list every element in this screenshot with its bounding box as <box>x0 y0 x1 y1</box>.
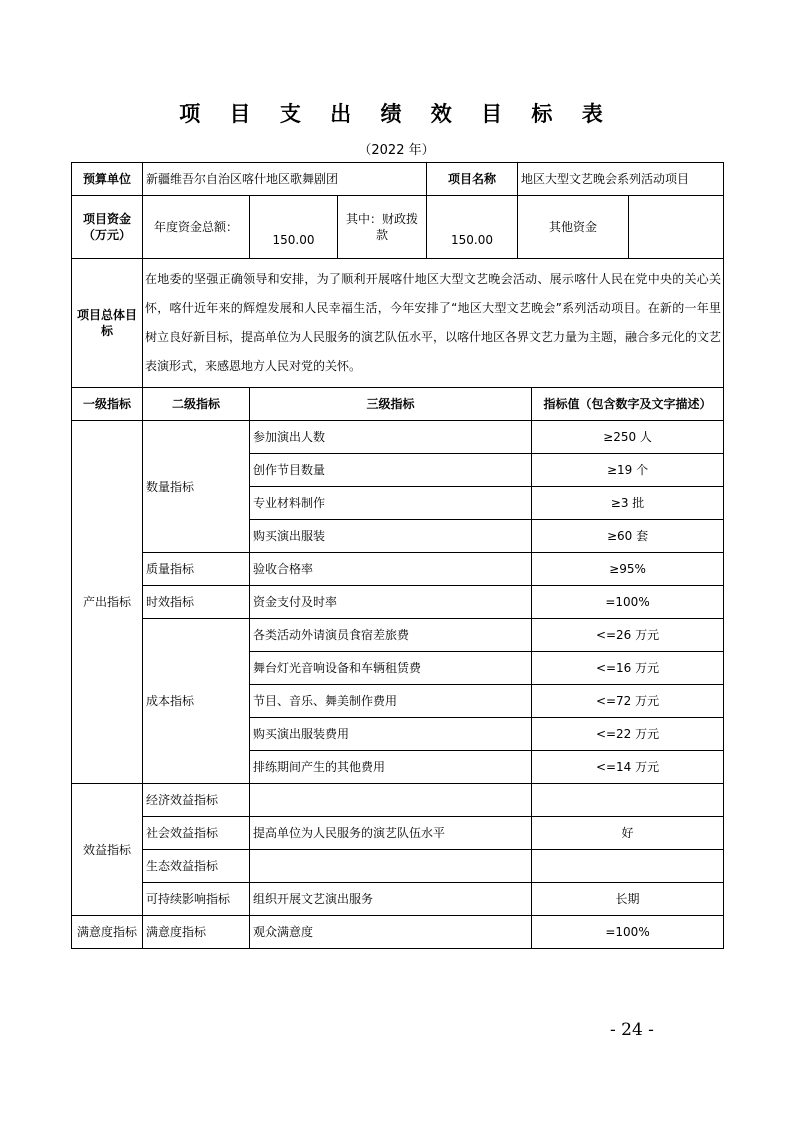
indicator-name: 参加演出人数 <box>250 421 532 454</box>
indicator-value <box>532 784 724 817</box>
header-level3: 三级指标 <box>250 388 532 421</box>
table-row <box>72 784 724 817</box>
group-benefit: 效益指标 <box>72 784 143 916</box>
indicator-value: =100% <box>532 916 724 949</box>
project-name-value: 地区大型文艺晚会系列活动项目 <box>518 163 724 196</box>
table-row <box>72 586 724 619</box>
sub-timeliness: 时效指标 <box>143 586 250 619</box>
sub-sustainable: 可持续影响指标 <box>143 883 250 916</box>
indicator-name: 购买演出服装 <box>250 520 532 553</box>
fiscal-value: 150.00 <box>427 196 518 259</box>
table-row <box>72 916 724 949</box>
indicator-name: 观众满意度 <box>250 916 532 949</box>
project-name-label: 项目名称 <box>427 163 518 196</box>
funds-row <box>72 196 724 259</box>
indicator-value: <=22 万元 <box>532 718 724 751</box>
header-row <box>72 388 724 421</box>
annual-total-value: 150.00 <box>250 196 338 259</box>
indicator-name <box>250 850 532 883</box>
indicator-name: 创作节目数量 <box>250 454 532 487</box>
other-funds-value <box>629 196 724 259</box>
indicator-value: <=26 万元 <box>532 619 724 652</box>
indicator-name: 节目、音乐、舞美制作费用 <box>250 685 532 718</box>
fiscal-label: 其中：财政拨款 <box>338 196 427 259</box>
performance-target-table <box>71 162 724 949</box>
year-label: （2022 年） <box>358 143 435 158</box>
goal-text: 在地委的坚强正确领导和安排，为了顺利开展喀什地区大型文艺晚会活动、展示喀什人民在党中央的关心关怀，喀什近年来的辉煌发展和人民幸福生活，今年安排了“地区大型文艺晚会”系列活动项目。在新的一年里树立良好新目标，提高单位为人民服务的演艺队伍水平，以喀什地区各界文艺力量为主题，融合多元化的文艺表演形式，来感恩地方人民对党的关怀。 <box>143 259 724 388</box>
funds-label: 项目资金（万元） <box>72 196 143 259</box>
indicator-value: =100% <box>532 586 724 619</box>
indicator-name: 舞台灯光音响设备和车辆租赁费 <box>250 652 532 685</box>
indicator-name: 排练期间产生的其他费用 <box>250 751 532 784</box>
sub-quantity: 数量指标 <box>143 421 250 553</box>
indicator-name: 资金支付及时率 <box>250 586 532 619</box>
sub-economic: 经济效益指标 <box>143 784 250 817</box>
indicator-name <box>250 784 532 817</box>
indicator-value: ≥250 人 <box>532 421 724 454</box>
table-row <box>72 883 724 916</box>
indicator-value: 长期 <box>532 883 724 916</box>
indicator-value: ≥60 套 <box>532 520 724 553</box>
sub-social: 社会效益指标 <box>143 817 250 850</box>
budget-unit-value: 新疆维吾尔自治区喀什地区歌舞剧团 <box>143 163 427 196</box>
indicator-value: ≥3 批 <box>532 487 724 520</box>
indicator-name: 各类活动外请演员食宿差旅费 <box>250 619 532 652</box>
indicator-name: 验收合格率 <box>250 553 532 586</box>
indicator-name: 提高单位为人民服务的演艺队伍水平 <box>250 817 532 850</box>
goal-label: 项目总体目标 <box>72 259 143 388</box>
table-row <box>72 619 724 652</box>
table-row <box>72 850 724 883</box>
indicator-value: ≥19 个 <box>532 454 724 487</box>
table-row <box>72 817 724 850</box>
indicator-value: <=16 万元 <box>532 652 724 685</box>
other-funds-label: 其他资金 <box>518 196 629 259</box>
header-level1: 一级指标 <box>72 388 143 421</box>
goal-row <box>72 259 724 388</box>
table-row <box>72 553 724 586</box>
indicator-name: 组织开展文艺演出服务 <box>250 883 532 916</box>
sub-ecological: 生态效益指标 <box>143 850 250 883</box>
group-satisfaction: 满意度指标 <box>72 916 143 949</box>
sub-satisfaction: 满意度指标 <box>143 916 250 949</box>
indicator-value: <=72 万元 <box>532 685 724 718</box>
indicator-value: 好 <box>532 817 724 850</box>
table-row <box>72 421 724 454</box>
indicator-value: ≥95% <box>532 553 724 586</box>
annual-total-label: 年度资金总额： <box>143 196 250 259</box>
page-title: 项 目 支 出 绩 效 目 标 表 <box>179 102 614 126</box>
header-value: 指标值（包含数字及文字描述） <box>532 388 724 421</box>
header-level2: 二级指标 <box>143 388 250 421</box>
indicator-value: <=14 万元 <box>532 751 724 784</box>
group-output: 产出指标 <box>72 421 143 784</box>
budget-unit-row <box>72 163 724 196</box>
indicator-name: 专业材料制作 <box>250 487 532 520</box>
sub-cost: 成本指标 <box>143 619 250 784</box>
indicator-name: 购买演出服装费用 <box>250 718 532 751</box>
budget-unit-label: 预算单位 <box>72 163 143 196</box>
sub-quality: 质量指标 <box>143 553 250 586</box>
page-number: - 24 - <box>610 1020 654 1040</box>
indicator-value <box>532 850 724 883</box>
